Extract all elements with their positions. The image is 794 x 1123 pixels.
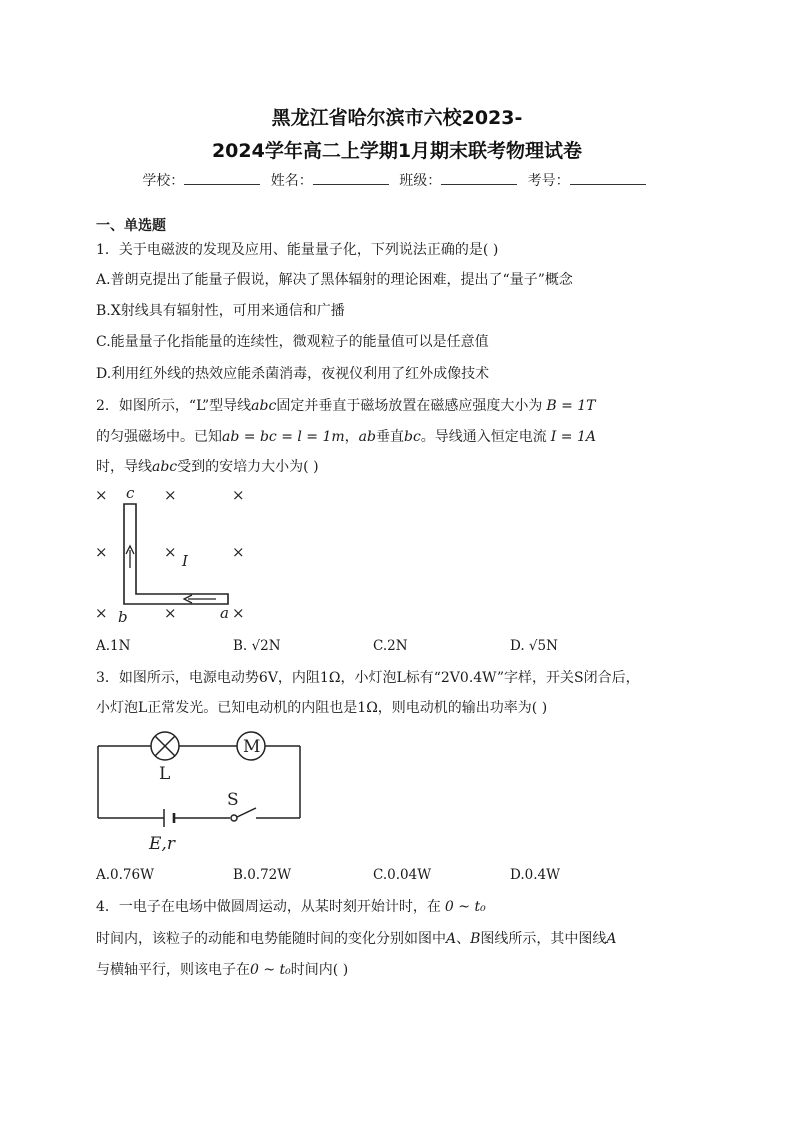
q2-text: 。导线通入恒定电流 — [420, 429, 547, 445]
q2-figure — [88, 482, 258, 624]
q3-option-b: B.0.72W — [233, 867, 292, 883]
q3-option-a: A.0.76W — [96, 867, 154, 883]
name-blank[interactable] — [313, 170, 389, 185]
current-label: I — [182, 552, 188, 570]
point-a-label: a — [220, 604, 229, 622]
q4-line-2 — [96, 929, 617, 949]
q2-formula-length: ab = bc = l = 1m — [222, 429, 345, 445]
q4-text: 图线所示，其中图线 — [480, 931, 607, 947]
q2-option-c: C.2N — [373, 638, 408, 654]
q2-formula-b: B = 1T — [546, 398, 596, 414]
q3-circuit-figure — [94, 728, 308, 858]
magnetic-field-cross: × — [232, 486, 245, 504]
q2-line-3 — [96, 457, 319, 477]
switch-contact — [231, 815, 237, 821]
class-label: 班级： — [399, 173, 442, 189]
q1-option-a: A.普朗克提出了能量子假说，解决了黑体辐射的理论困难，提出了“量子”概念 — [96, 272, 573, 288]
magnetic-field-cross: × — [164, 486, 177, 504]
q2-line-2 — [96, 427, 596, 447]
q3-line-2: 小灯泡L正常发光。已知电动机的内阻也是1Ω，则电动机的输出功率为( ) — [96, 700, 548, 716]
q2-var-abc: abc — [251, 398, 277, 414]
q2-text: ， — [344, 429, 359, 445]
q2-var-bc: bc — [403, 429, 421, 445]
q2-option-d: D. √5N — [510, 638, 558, 654]
q4-text: 时间内，该粒子的动能和电势能随时间的变化分别如图中 — [96, 931, 446, 947]
section-title: 一、单选题 — [96, 218, 166, 234]
exam-number-blank[interactable] — [570, 170, 646, 185]
q3-option-c: C.0.04W — [373, 867, 432, 883]
q4-text: 与横轴平行，则该电子在 — [96, 962, 250, 978]
q2-text: 时，导线 — [96, 459, 152, 475]
name-label: 姓名： — [270, 173, 313, 189]
q2-text: 受到的安培力大小为( ) — [177, 459, 319, 475]
q4-var-b: B — [470, 931, 481, 947]
title-line-1: 黑龙江省哈尔滨市六校2023- — [271, 107, 523, 129]
q4-time-range: 0 ~ t₀ — [250, 962, 291, 978]
q2-line-1 — [96, 396, 596, 416]
lamp-label: L — [159, 764, 171, 784]
q2-option-a: A.1N — [96, 638, 131, 654]
magnetic-field-cross: × — [95, 604, 108, 622]
q3-option-d: D.0.4W — [510, 867, 560, 883]
q4-time-range: 0 ~ t₀ — [444, 899, 486, 915]
school-blank[interactable] — [184, 170, 260, 185]
q1-option-c: C.能量量子化指能量的连续性，微观粒子的能量值可以是任意值 — [96, 334, 489, 350]
q2-option-b: B. √2N — [233, 638, 281, 654]
q4-text: 时间内( ) — [290, 962, 349, 978]
magnetic-field-cross: × — [164, 604, 177, 622]
q1-stem: 1．关于电磁波的发现及应用、能量量子化，下列说法正确的是( ) — [96, 242, 499, 258]
point-c-label: c — [126, 484, 135, 502]
q4-var-a: A — [606, 931, 617, 947]
source-label: E,r — [149, 834, 175, 854]
exam-number-label: 考号： — [527, 173, 570, 189]
q1-option-b: B.X射线具有辐射性，可用来通信和广播 — [96, 303, 345, 319]
q4-var-a: A — [446, 931, 457, 947]
q1-option-d: D.利用红外线的热效应能杀菌消毒，夜视仪利用了红外成像技术 — [96, 366, 490, 382]
motor-label: M — [243, 737, 261, 757]
q2-text: 的匀强磁场中。已知 — [96, 429, 222, 445]
q4-line-3 — [96, 960, 348, 980]
q2-text: 固定并垂直于磁场放置在磁感应强度大小为 — [276, 398, 543, 414]
switch-label: S — [227, 790, 239, 810]
q2-var-abc: abc — [152, 459, 178, 475]
q2-var-ab: ab — [358, 429, 376, 445]
school-label: 学校： — [142, 173, 185, 189]
magnetic-field-cross: × — [232, 604, 245, 622]
magnetic-field-cross: × — [164, 543, 177, 561]
point-b-label: b — [118, 608, 128, 624]
magnetic-field-cross: × — [232, 543, 245, 561]
q4-text: 4．一电子在电场中做圆周运动，从某时刻开始计时，在 — [96, 899, 441, 915]
q2-text: 垂直 — [375, 429, 404, 445]
title-line-2: 2024学年高二上学期1月期末联考物理试卷 — [211, 140, 583, 162]
q4-text: 、 — [456, 931, 471, 947]
q2-text: 2．如图所示，“L”型导线 — [96, 398, 252, 414]
q2-formula-current: I = 1A — [550, 429, 596, 445]
magnetic-field-cross: × — [95, 543, 108, 561]
student-info-row — [0, 170, 794, 191]
magnetic-field-cross: × — [95, 486, 108, 504]
q3-line-1: 3．如图所示，电源电动势6V，内阻1Ω，小灯泡L标有“2V0.4W”字样，开关S闭合后， — [96, 670, 640, 686]
class-blank[interactable] — [441, 170, 517, 185]
q4-line-1 — [96, 897, 486, 917]
